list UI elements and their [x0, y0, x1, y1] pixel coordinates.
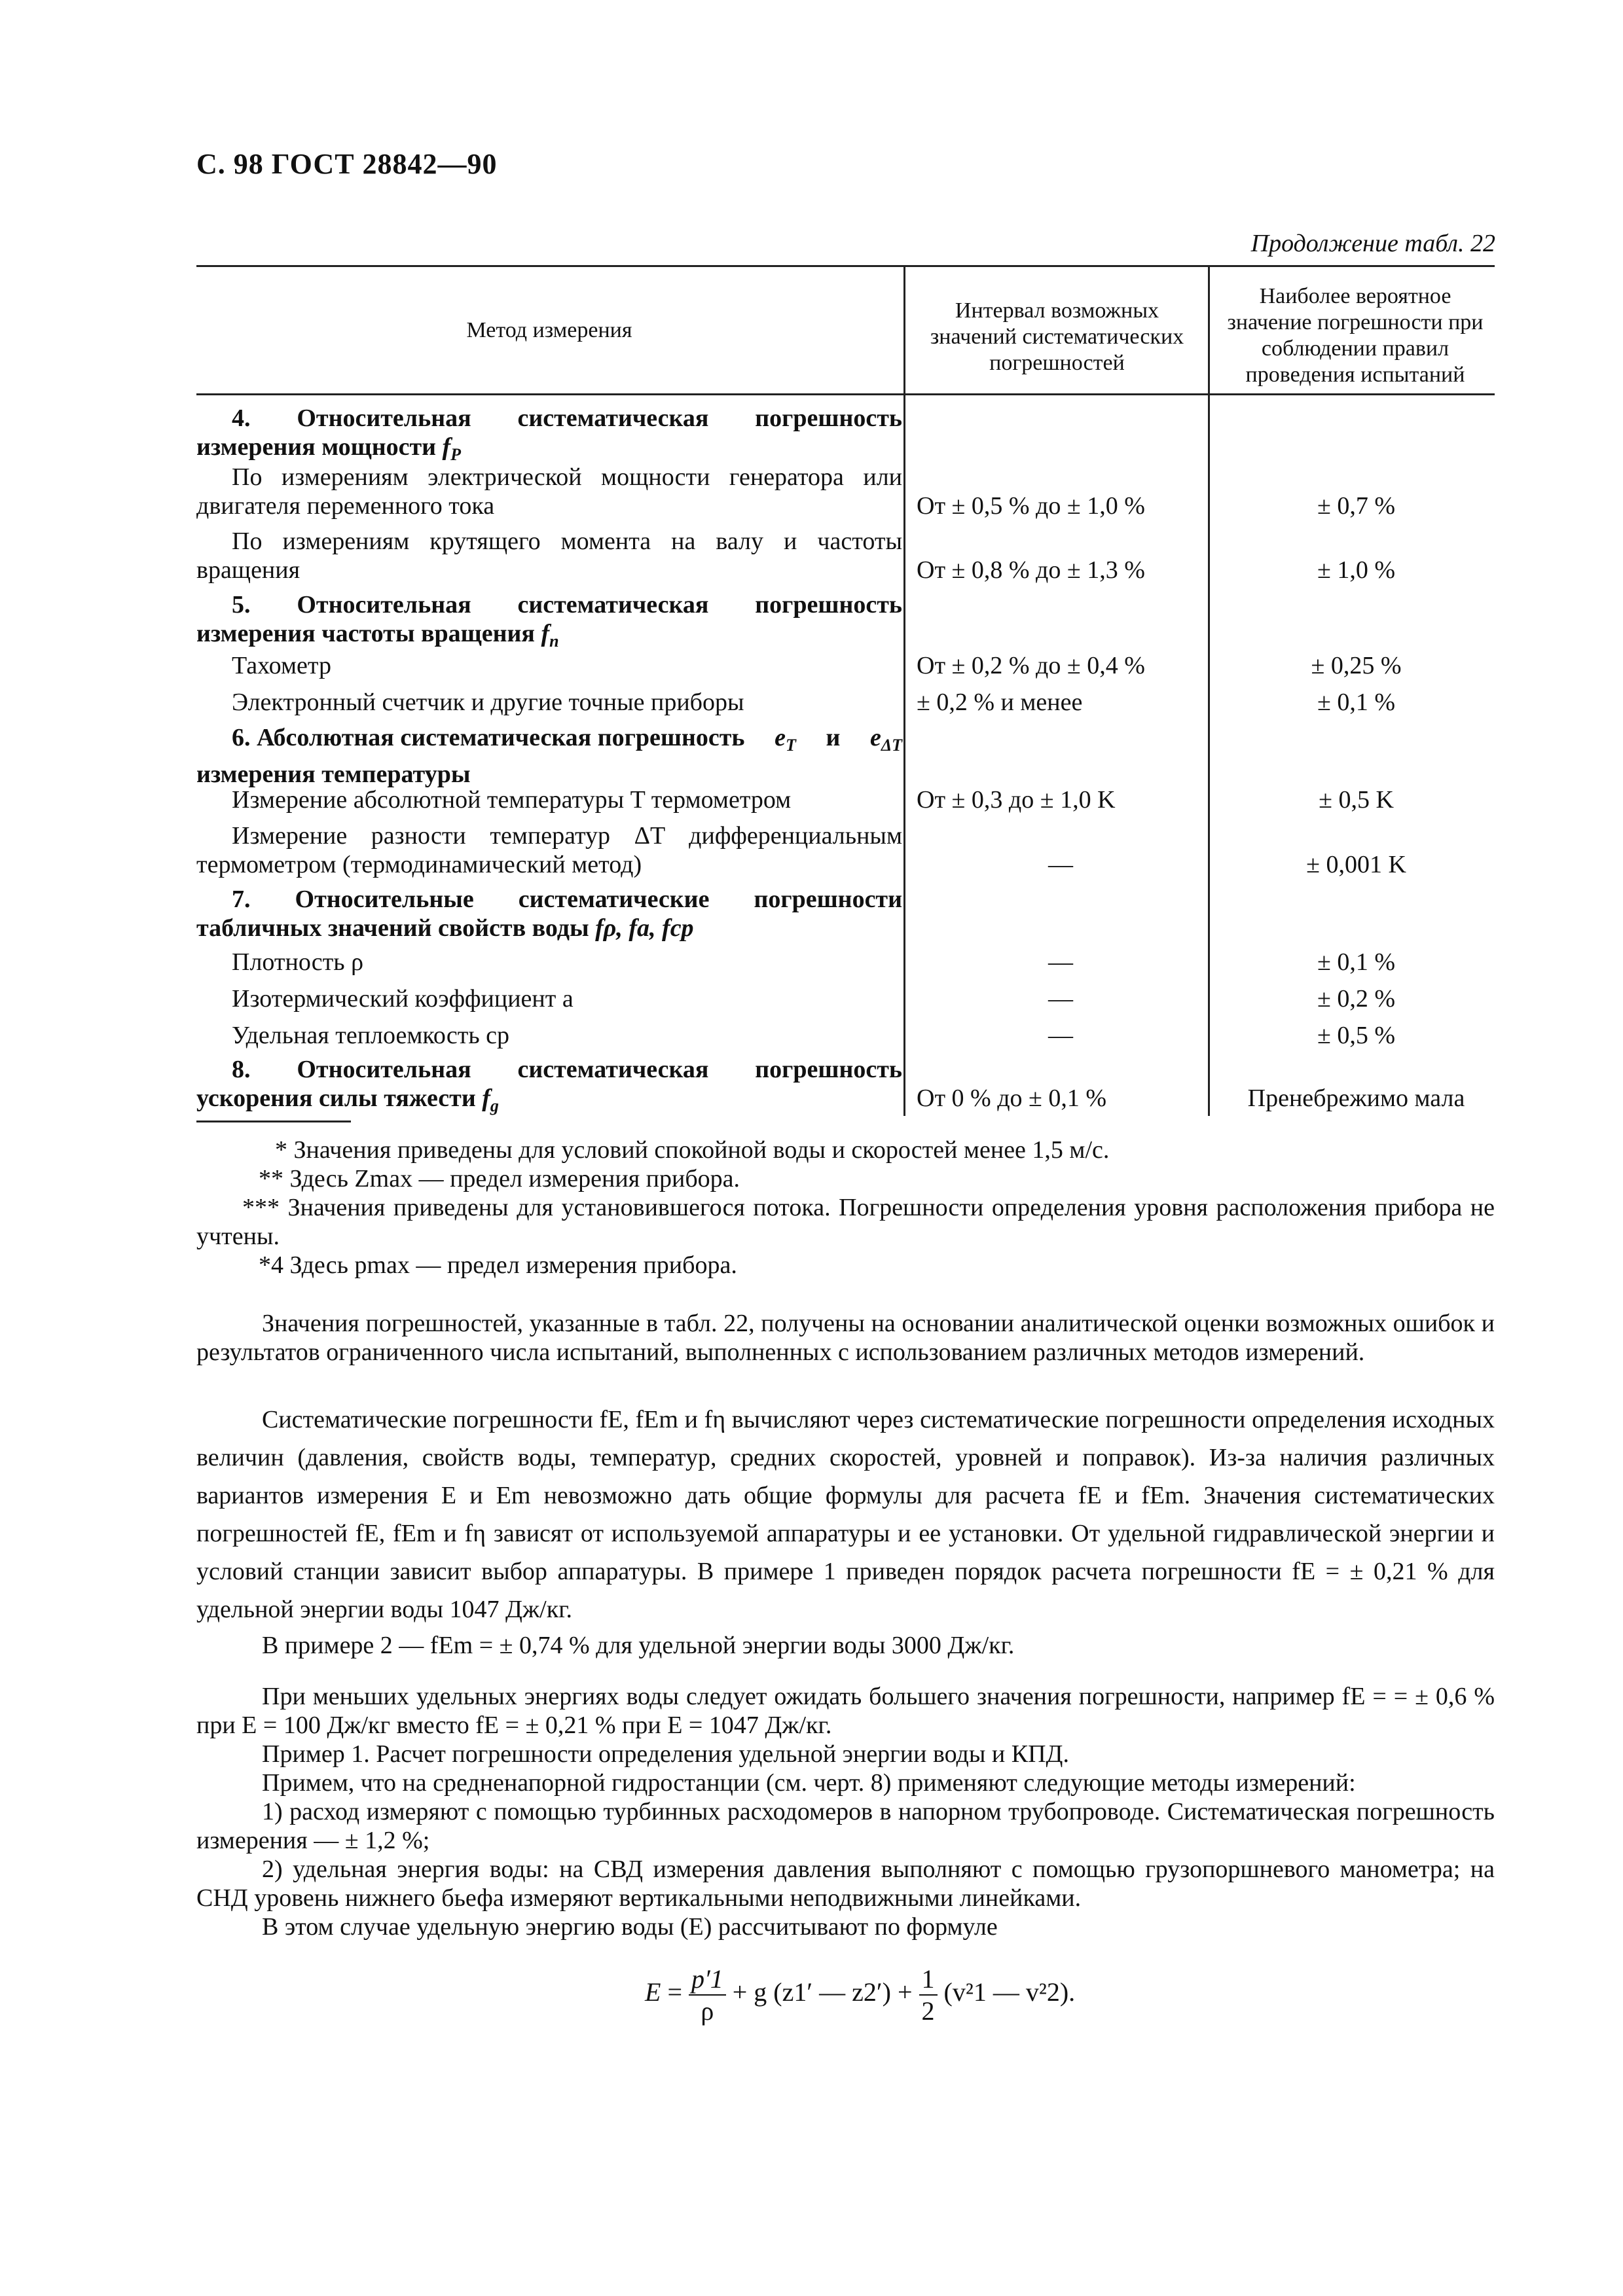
paragraph-4: При меньших удельных энергиях воды следует ожидать большего значения погрешности, например fE = = ± 0,6 % при E = 100 Дж/кг вместо fE = ± 0,21 % при E = 1047 Дж/кг. — [196, 1683, 1495, 1739]
table-col-divider-2 — [1208, 265, 1210, 1116]
footnote-2: ** Здесь Zmax — предел измерения прибора. — [259, 1165, 740, 1193]
s7-r1-interval: — — [1048, 948, 1073, 976]
s4-r1-method: По измерениям электрической мощности генератора или двигателя переменного тока — [196, 463, 902, 520]
s7-r3-method: Удельная теплоемкость cp — [232, 1022, 510, 1049]
section-4-title: 4. Относительная систематическая погрешность измерения мощности $f_P$ — [196, 404, 902, 464]
s7-r2-method: Изотермический коэффициент a — [232, 985, 574, 1013]
paragraph-6: Примем, что на средненапорной гидростанции (см. черт. 8) применяют следующие методы измерений: — [262, 1769, 1356, 1797]
table-header-rule — [196, 393, 1495, 395]
section-5-title: 5. Относительная систематическая погрешность измерения частоты вращения $f_n$ — [196, 591, 902, 651]
paragraph-2: Систематические погрешности fE, fEm и fη вычисляют через систематические погрешности определения исходных величин (давления, свойств воды, температур, средних скоростей, уровней и поправок). Из-за наличия различных вариантов измерения E и Em невозможно дать общие формулы для расчета fE и fEm. Значения систематических погрешностей fE, fEm и fη зависят от используемой аппаратуры и ее установки. От удельной гидравлической энергии и условий станции зависит выбор аппаратуры. В примере 1 приведен порядок расчета погрешности fE = ± 0,21 % для удельной энергии воды 1047 Дж/кг. — [196, 1406, 1495, 1623]
section-6-title: 6. Абсолютная систематическая погрешность $e_T$ и $e_{\Delta T}$ измерения температуры — [196, 724, 902, 788]
s6-r1-value: ± 0,5 K — [1319, 786, 1394, 814]
paragraph-8: 2) удельная энергия воды: на СВД измерения давления выполняют с помощью грузопоршневого манометра; на СНД уровень нижнего бьефа измеряют вертикальными неподвижными линейками. — [196, 1856, 1495, 1912]
s5-r1-interval: От ± 0,2 % до ± 0,4 % — [917, 652, 1145, 679]
s5-r2-method: Электронный счетчик и другие точные приборы — [232, 689, 744, 716]
s6-r1-interval: От ± 0,3 до ± 1,0 K — [917, 786, 1116, 814]
s4-r1-value: ± 0,7 % — [1317, 492, 1395, 520]
s6-r2-value: ± 0,001 K — [1306, 851, 1406, 878]
s7-r2-value: ± 0,2 % — [1317, 985, 1395, 1013]
s7-r1-method: Плотность ρ — [232, 948, 364, 976]
s5-r1-method: Тахометр — [232, 652, 331, 679]
formula-fraction: $\frac{p'1}{\rho}$ — [689, 1964, 726, 2026]
formula-half: $\frac{1}{2}$ — [919, 1964, 938, 2026]
s6-r2-method: Измерение разности температур ΔT дифференциальным термометром (термодинамический метод) — [196, 822, 902, 878]
table-continuation-label: Продолжение табл. 22 — [1250, 230, 1495, 257]
s7-r3-interval: — — [1048, 1022, 1073, 1049]
table-col-divider-1 — [903, 265, 905, 1116]
s5-r2-interval: ± 0,2 % и менее — [917, 689, 1083, 716]
section-7-title: 7. Относительные систематические погрешности табличных значений свойств воды fρ, fa, fcp — [196, 886, 902, 942]
footnote-1: * Значения приведены для условий спокойной воды и скоростей менее 1,5 м/с. — [275, 1136, 1110, 1164]
paragraph-5: Пример 1. Расчет погрешности определения удельной энергии воды и КПД. — [262, 1740, 1069, 1768]
energy-formula: E = $\frac{p'1}{\rho}$ + g (z1′ — z2′) + $\frac{1}{2}$ (v²1 — v²2). — [645, 1964, 1076, 2026]
footnote-3: *** Значения приведены для установившегося потока. Погрешности определения уровня расположения прибора не учтены. — [196, 1194, 1495, 1250]
s7-r2-interval: — — [1048, 985, 1073, 1013]
table-top-rule — [196, 265, 1495, 267]
paragraph-7: 1) расход измеряют с помощью турбинных расходомеров в напорном трубопроводе. Систематическая погрешность измерения — ± 1,2 %; — [196, 1798, 1495, 1854]
page-header: С. 98 ГОСТ 28842—90 — [196, 148, 498, 180]
paragraph-9: В этом случае удельную энергию воды (E) рассчитывают по формуле — [262, 1913, 998, 1941]
s4-r2-interval: От ± 0,8 % до ± 1,3 % — [917, 556, 1145, 584]
s6-r1-method: Измерение абсолютной температуры T термометром — [232, 786, 792, 814]
col-header-interval: Интервал возможных значений систематических погрешностей — [930, 298, 1184, 375]
s8-interval: От 0 % до ± 0,1 % — [917, 1085, 1107, 1112]
s7-r1-value: ± 0,1 % — [1317, 948, 1395, 976]
error-table — [196, 265, 1495, 1116]
s5-r1-value: ± 0,25 % — [1311, 652, 1402, 679]
s5-r2-value: ± 0,1 % — [1317, 689, 1395, 716]
s7-r3-value: ± 0,5 % — [1317, 1022, 1395, 1049]
footnote-4: *4 Здесь pmax — предел измерения прибора. — [259, 1251, 737, 1279]
s8-value: Пренебрежимо мала — [1247, 1085, 1465, 1112]
col-header-method: Метод измерения — [466, 318, 632, 342]
s4-r2-method: По измерениям крутящего момента на валу и частоты вращения — [196, 528, 902, 584]
col-header-probable: Наиболее вероятное значение погрешности при соблюдении правил проведения испытаний — [1227, 284, 1484, 387]
s6-r2-interval: — — [1048, 851, 1073, 878]
paragraph-3: В примере 2 — fEm = ± 0,74 % для удельной энергии воды 3000 Дж/кг. — [262, 1632, 1015, 1659]
paragraph-1: Значения погрешностей, указанные в табл. 22, получены на основании аналитической оценки возможных ошибок и результатов ограниченного числа испытаний, выполненных с использованием различных методов измерений. — [196, 1310, 1495, 1366]
footnote-rule — [196, 1121, 351, 1122]
s4-r2-value: ± 1,0 % — [1317, 556, 1395, 584]
s4-r1-interval: От ± 0,5 % до ± 1,0 % — [917, 492, 1145, 520]
section-8-title: 8. Относительная систематическая погрешность ускорения силы тяжести $f_g$ — [196, 1056, 902, 1115]
